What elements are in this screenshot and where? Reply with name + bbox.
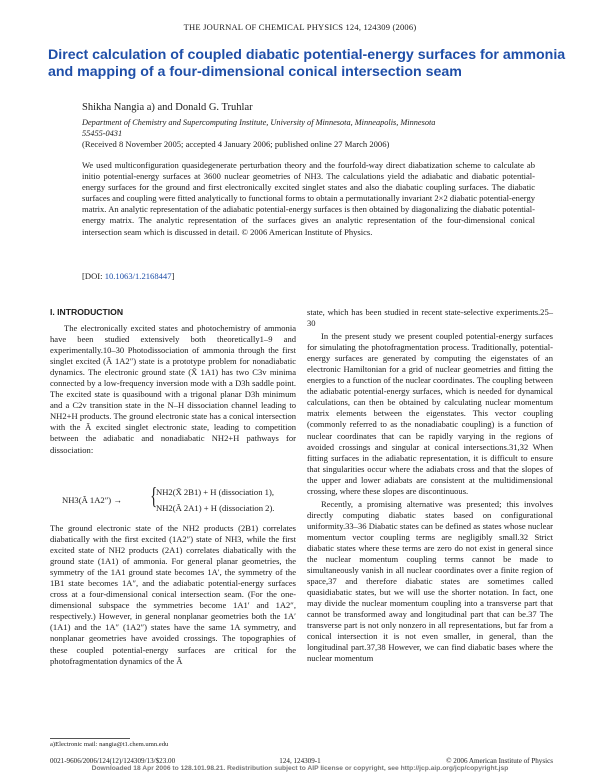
equation-line-1: NH2(X̃ 2B1) + H (dissociation 1),	[156, 487, 274, 497]
right-paragraph-3: Recently, a promising alternative was presented; this involves directly computing diabatic states based on configurational uniformity.33–36 Diabatic states can be defined as states whose nuclear momentum vector coupling terms are negligibly small.32 Strict diabatic states where these terms are zero do not exist in general since the nuclear momentum coupling terms cannot be made to simultaneously vanish in all nuclear coordinates over a finite region of space,37 and therefore diabatic states are sometimes called quasidiabatic states, but we will use the shorter notation. In fact, one may divide the nuclear momentum coupling into a transverse part that cannot be transformed away and longitudinal part that can be.37 The transverse part is not only nonzero in all representations, but far from a conical intersection it is not even smaller, in general, than the longitudinal part.37,38 However, we can find diabatic bases where the nuclear momentum	[307, 498, 553, 664]
equation-brace: {	[150, 484, 158, 510]
page-number: 124, 124309-1	[279, 757, 321, 765]
right-paragraph-2: In the present study we present coupled potential-energy surfaces for simulating the photofragmentation process. Traditionally, potential-energy surfaces are generated by computing the eigenstates of an electronic Hamiltonian for a grid of nuclear geometries and fitting the energies to a function of the nuclear coordinates. The coupling between the adiabatic potential-energy surfaces, which is needed for dynamical calculations, can then be obtained by calculating nuclear momentum matrix elements between the eigenstates. This vector coupling (commonly referred to as the nonadiabatic coupling) is a function of nuclear coordinates that can be rapidly varying in the regions of avoided crossings and singular at conical intersections.31,32 When fitting surfaces in the adiabatic representation, it is difficult to ensure that singularities occur where the adiabats cross and that the slopes of the upper and lower adiabats are consistent at the multidimensional crossing, where these slopes are discontinuous.	[307, 331, 553, 496]
doi-suffix: ]	[171, 271, 175, 281]
left-paragraph-1: The electronically excited states and photochemistry of ammonia have been studied extensively both theoretically1–9 and experimentally.10–30 Photodissociation of ammonia through the first singlet excited (Ã 1A2″) state is a prototype problem for nonadiabatic dynamics. The electronic ground state (X̃ 1A1) has two C3v minima connected by a low-frequency inversion mode with a D3h saddle point. The excited state is quasibound with a trigonal planar D3h minimum and a C2v transition state in the N–H dissociation channel leading to NH2+H products. The ground electronic state has a conical intersection with the Ã excited singlet electronic state, leading to competition between the adiabatic and nonadiabatic NH2+H pathways for dissociation:	[50, 323, 296, 455]
affiliation: Department of Chemistry and Supercomputing Institute, University of Minnesota, Minneapolis, Minnesota 55455-0431	[82, 118, 436, 138]
footnote-divider	[50, 738, 130, 739]
paper-title: Direct calculation of coupled diabatic potential-energy surfaces for ammonia and mapping of a four-dimensional conical intersection seam	[48, 47, 566, 80]
bottom-left-info: 0021-9606/2006/124(12)/124309/13/$23.00	[50, 757, 176, 765]
download-notice: Downloaded 18 Apr 2006 to 128.101.98.21. Redistribution subject to AIP license or copyright, see http://jcp.aip.org/jcp/copyright.jsp	[91, 765, 509, 772]
equation-lhs: NH3(Ã 1A2″) →	[62, 495, 122, 505]
running-header: THE JOURNAL OF CHEMICAL PHYSICS 124, 124309 (2006)	[183, 22, 417, 32]
left-paragraph-2: The ground electronic state of the NH2 products (2B1) correlates diabatically with the first excited (1A2″) state of NH3, while the first excited state of NH2 products (2A1) correlates diabatically with the ground state (1A1) of ammonia. For general planar geometries, the symmetry of the 1A1 ground state becomes 1A′, the symmetry of the 1B1 state becomes 1A″, and the adiabatic potential-energy surfaces cross at a four-dimensional conical intersection seam. (For the one-dimensional subspace the symmetries become 1A1′ and 1A2″, respectively.) However, in general nonplanar geometries both the 1A′ (1A1) and the 1A″ (1A2″) states have the same 1A symmetry, and nonplanar geometries have avoided crossings. The topographies of these coupled potential-energy surfaces are critical for the photofragmentation dynamics of the Ã	[50, 523, 296, 666]
section-heading: I. INTRODUCTION	[50, 307, 124, 317]
left-column-bottom	[50, 523, 296, 667]
doi-line	[82, 271, 174, 281]
footnote: a)Electronic mail: nangia@t1.chem.umn.edu	[50, 741, 169, 748]
left-column-top	[50, 323, 296, 456]
right-paragraph-1: state, which has been studied in recent state-selective experiments.25–30	[307, 307, 553, 329]
abstract: We used multiconfiguration quasidegenerate perturbation theory and the fourfold-way direct diabatization scheme to calculate ab initio potential-energy surfaces at 3600 nuclear geometries of NH3. The calculations yield the adiabatic and diabatic potential-energy surfaces for the ground and first electronically excited singlet states and also the diabatic coupling surfaces. The diabatic surfaces and coupling were fitted analytically to functional forms to obtain a permutationally invariant 2×2 diabatic potential-energy matrix. An analytic representation of the adiabatic potential-energy surfaces is then obtained by diagonalizing the diabatic potential-energy matrix. The analytic representation of the surfaces gives an analytic representation of the four-dimensional conical intersection seam which is discussed in detail. © 2006 American Institute of Physics.	[82, 160, 535, 237]
equation-line-2: NH2(Ã 2A1) + H (dissociation 2).	[156, 503, 275, 513]
copyright: © 2006 American Institute of Physics	[446, 757, 553, 765]
right-column	[307, 307, 553, 665]
doi-link[interactable]: 10.1063/1.2168447	[104, 271, 172, 281]
authors: Shikha Nangia a) and Donald G. Truhlar	[82, 102, 253, 113]
received-dates: (Received 8 November 2005; accepted 4 January 2006; published online 27 March 2006)	[82, 139, 390, 149]
doi-prefix: [DOI:	[82, 271, 105, 281]
